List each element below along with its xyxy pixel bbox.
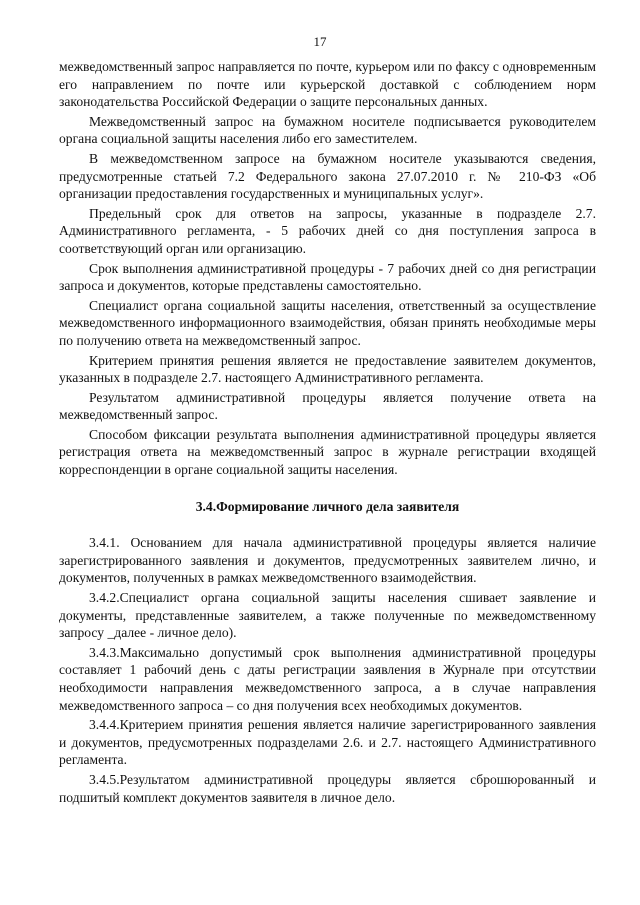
paragraph: 3.4.5.Результатом административной процедуры является сброшюрованный и подшитый комплект документов заявителя в личное дело. [59, 771, 596, 805]
paragraph: межведомственный запрос направляется по почте, курьером или по факсу с одновременным его направлением по почте или курьерской доставкой с соблюдением норм законодательства Российской Федерации о защите персональных данных. [59, 59, 596, 110]
paragraph: Предельный срок для ответов на запросы, указанные в подразделе 2.7. Административного регламента, - 5 рабочих дней со дня поступления запроса в соответствующий орган или организацию. [59, 205, 596, 256]
paragraph: Критерием принятия решения является не предоставление заявителем документов, указанных в подразделе 2.7. настоящего Административного регламента. [59, 352, 596, 386]
paragraph: 3.4.4.Критерием принятия решения является наличие зарегистрированного заявления и документов, предусмотренных подразделами 2.6. и 2.7. настоящего Административного регламента. [59, 717, 596, 768]
page-number: 17 [313, 34, 327, 49]
paragraph: Специалист органа социальной защиты населения, ответственный за осуществление межведомственного информационного взаимодействия, обязан принять необходимые меры по получению ответа на межведомственный запрос. [59, 297, 596, 348]
paragraph: Срок выполнения административной процедуры - 7 рабочих дней со дня регистрации запроса и документов, которые представлены самостоятельно. [59, 260, 596, 294]
paragraph: 3.4.3.Максимально допустимый срок выполнения административной процедуры составляет 1 рабочий день с даты регистрации заявления в Журнале при отсутствии необходимости направления межведомственного запроса, а в случае направления межведомственного запроса – со дня получения всех необходимых документов. [59, 644, 596, 713]
document-body [59, 58, 596, 806]
paragraph: 3.4.2.Специалист органа социальной защиты населения сшивает заявление и документы, представленные заявителем, а также полученные по межведомственному запросу _далее - личное дело). [59, 590, 596, 641]
paragraph: Межведомственный запрос на бумажном носителе подписывается руководителем органа социальной защиты населения либо его заместителем. [59, 113, 596, 147]
paragraph: Способом фиксации результата выполнения административной процедуры является регистрация ответа на межведомственный запрос в журнале регистрации входящей корреспонденции в органе социальной защиты населения. [59, 426, 596, 478]
paragraph: 3.4.1. Основанием для начала административной процедуры является наличие зарегистрированного заявления и документов, предусмотренных заявителем лично, и документов, полученных в рамках межведомственного взаимодействия. [59, 535, 596, 586]
section-heading: 3.4.Формирование личного дела заявителя [195, 498, 460, 514]
paragraph: В межведомственном запросе на бумажном носителе указываются сведения, предусмотренные статьей 7.2 Федерального закона 27.07.2010 г. № 210-ФЗ «Об организации предоставления государственных и муниципальных услуг». [59, 150, 596, 202]
paragraph: Результатом административной процедуры является получение ответа на межведомственный запрос. [59, 389, 596, 423]
